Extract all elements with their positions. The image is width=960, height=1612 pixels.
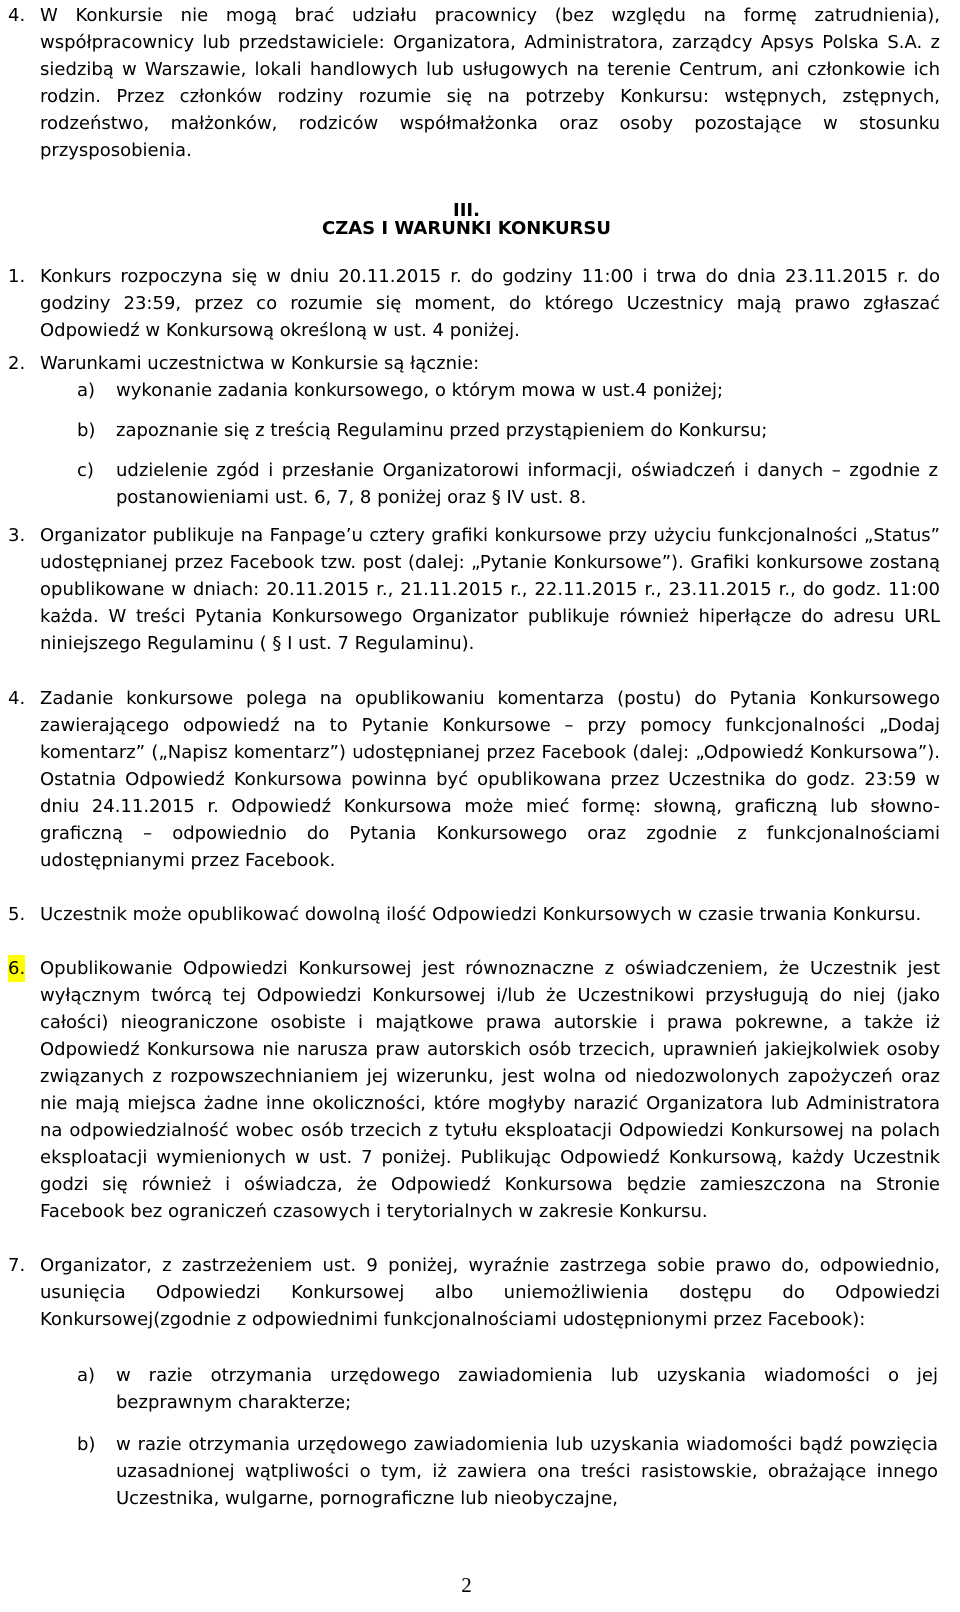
sub-item-label: b) [77, 1434, 96, 1455]
sub-item-label: c) [77, 460, 94, 481]
item-text: W Konkursie nie mogą brać udziału pracownicy (bez względu na formę zatrudnienia), współpracownicy lub przedstawiciele: Organizatora, Administratora, zarządcy Apsys Polska S.A. z siedzibą w Warszawie, lokali handlowych lub usługowych na terenie Centrum, ani członkowie ich rodzin. Przez członków rodziny rozumie się na potrzeby Konkursu: wstępnych, zstępnych, rodzeństwo, małżonków, rodziców współmałżonka oraz osoby pozostające w stosunku przysposobienia. [40, 5, 940, 161]
item-text: Warunkami uczestnictwa w Konkursie są łącznie: [40, 353, 480, 374]
page-number: 2 [461, 1573, 472, 1597]
item-text: Zadanie konkursowe polega na opublikowaniu komentarza (postu) do Pytania Konkursowego zawierającego odpowiedź na to Pytanie Konkursowe – przy pomocy funkcjonalności „Dodaj komentarz” („Napisz komentarz”) udostępnianej przez Facebook (dalej: „Odpowiedź Konkursowa”). Ostatnia Odpowiedź Konkursowa powinna być opublikowana przez Uczestnika do godz. 23:59 w dniu 24.11.2015 r. Odpowiedź Konkursowa może mieć formę: słowną, graficzną lub słowno-graficzną – odpowiednio do Pytania Konkursowego oraz zgodnie z funkcjonalnościami udostępnianymi przez Facebook. [40, 688, 940, 871]
sub-item-text: w razie otrzymania urzędowego zawiadomienia lub uzyskania wiadomości o jej bezprawnym charakterze; [116, 1365, 938, 1413]
sub-item-label: b) [77, 420, 96, 441]
item-number: 4. [8, 688, 26, 709]
item-number: 7. [8, 1255, 26, 1276]
item-number: 4. [8, 5, 26, 26]
item-text: Organizator publikuje na Fanpage’u cztery grafiki konkursowe przy użyciu funkcjonalności „Status” udostępnianej przez Facebook tzw. post (dalej: „Pytanie Konkursowe”). Grafiki konkursowe zostaną opublikowane w dniach: 20.11.2015 r., 21.11.2015 r., 22.11.2015 r., 23.11.2015 r., do godz. 11:00 każda. W treści Pytania Konkursowego Organizator publikuje również hiperłącze do adresu URL niniejszego Regulaminu ( § I ust. 7 Regulaminu). [40, 525, 940, 654]
sub-item-text: w razie otrzymania urzędowego zawiadomienia lub uzyskania wiadomości bądź powzięcia uzasadnionej wątpliwości o tym, iż zawiera ona treści rasistowskie, obrażające innego Uczestnika, wulgarne, pornograficzne lub nieobyczajne, [116, 1434, 938, 1509]
sub-item-text: wykonanie zadania konkursowego, o którym mowa w ust.4 poniżej; [116, 380, 724, 401]
section-title: CZAS I WARUNKI KONKURSU [321, 218, 611, 239]
section-number: III. [453, 200, 480, 221]
sub-item-label: a) [77, 1365, 96, 1386]
item-number: 1. [8, 266, 26, 287]
item-number: 2. [8, 353, 26, 374]
item-text: Uczestnik może opublikować dowolną ilość Odpowiedzi Konkursowych w czasie trwania Konkursu. [40, 904, 922, 925]
item-number-highlighted: 6. [8, 955, 25, 982]
sub-item-text: udzielenie zgód i przesłanie Organizatorowi informacji, oświadczeń i danych – zgodnie z postanowieniami ust. 6, 7, 8 poniżej oraz § IV ust. 8. [116, 460, 938, 508]
item-text: Opublikowanie Odpowiedzi Konkursowej jest równoznaczne z oświadczeniem, że Uczestnik jest wyłącznym twórcą tej Odpowiedzi Konkursowej i/lub że Uczestnikowi przysługują do niej (jako całości) nieograniczone osobiste i majątkowe prawa autorskie i prawa pokrewne, a także iż Odpowiedź Konkursowa nie narusza praw autorskich osób trzecich, uprawnień jakiejkolwiek osoby związanych z rozpowszechnianiem jej wizerunku, jest wolna od niedozwolonych zapożyczeń oraz nie mają miejsca żadne inne okoliczności, które mogłyby narazić Organizatora lub Administratora na odpowiedzialność wobec osób trzecich z tytułu eksploatacji Odpowiedzi Konkursowej na polach eksploatacji wymienionych w ust. 7 poniżej. Publikując Odpowiedź Konkursową, każdy Uczestnik godzi się również i oświadcza, że Odpowiedź Konkursowa będzie zamieszczona na Stronie Facebook bez ograniczeń czasowych i terytorialnych w zakresie Konkursu. [40, 958, 940, 1222]
item-number: 5. [8, 904, 26, 925]
sub-item-text: zapoznanie się z treścią Regulaminu przed przystąpieniem do Konkursu; [116, 420, 768, 441]
sub-item-label: a) [77, 380, 96, 401]
item-number: 3. [8, 525, 26, 546]
item-text: Konkurs rozpoczyna się w dniu 20.11.2015 r. do godziny 11:00 i trwa do dnia 23.11.2015 r. do godziny 23:59, przez co rozumie się moment, do którego Uczestnicy mają prawo zgłaszać Odpowiedź w Konkursową określoną w ust. 4 poniżej. [40, 266, 940, 341]
item-text: Organizator, z zastrzeżeniem ust. 9 poniżej, wyraźnie zastrzega sobie prawo do, odpowiednio, usunięcia Odpowiedzi Konkursowej albo uniemożliwienia dostępu do Odpowiedzi Konkursowej(zgodnie z odpowiednimi funkcjonalnościami udostępnionymi przez Facebook): [40, 1255, 940, 1330]
